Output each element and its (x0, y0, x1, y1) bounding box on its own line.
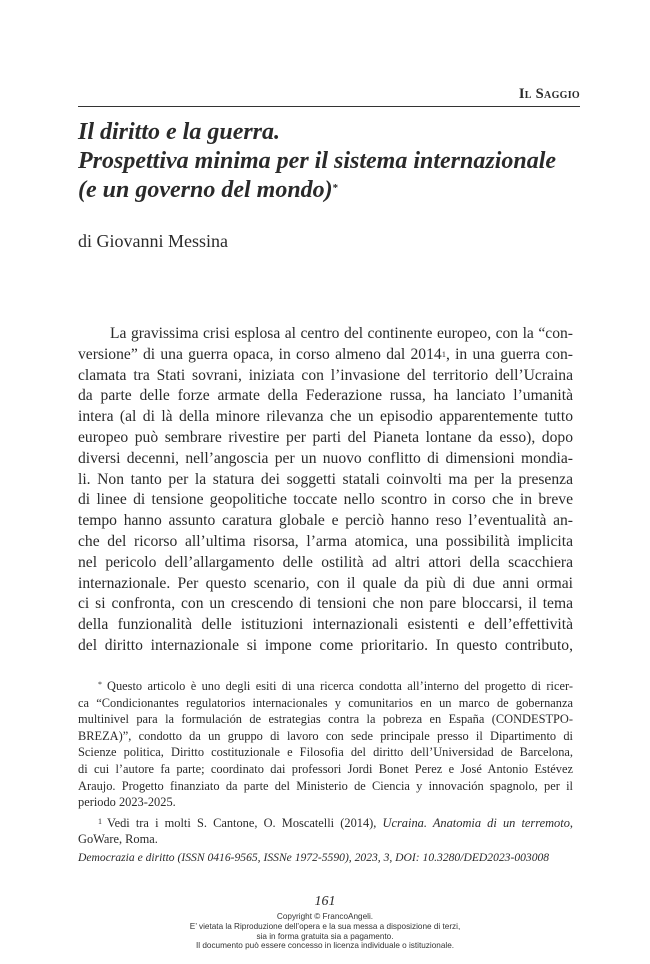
body-line: da parte delle forze armate della Federazione russa, ha lanciato l’umanità (78, 387, 573, 405)
copyright-line: sia in forma gratuita sia a pagamento. (256, 931, 394, 941)
footnote-line: periodo 2023-2025. (78, 795, 176, 810)
footnote-line (78, 815, 573, 832)
footnote-line: BREZA)”, condotto da un gruppo di lavoro con sede principale presso il Dipartimento di (78, 728, 573, 743)
title-footnote-mark: * (332, 182, 339, 194)
body-line (78, 345, 573, 366)
body-line: del diritto internazionale si impone come prioritario. In questo contributo, (78, 636, 573, 654)
body-line: ci si confronta, con un crescendo di tensioni che non pare bloccarsi, il tema (78, 595, 573, 613)
body-line: li. Non tanto per la statura dei soggetti statali coinvolti ma per la presenza (78, 470, 573, 488)
running-head: Il Saggio (518, 86, 580, 102)
footnote-text: , (569, 815, 573, 830)
body-line-part: , in una guerra con- (445, 345, 573, 363)
footnote-mark: * (98, 680, 102, 689)
footnote-line: GoWare, Roma. (78, 832, 158, 847)
body-line: nel pericolo dell’allargamento delle ostilità ad altri attori della scacchiera (78, 553, 573, 571)
footnote-reference: 1 (441, 348, 446, 359)
body-line: intera (al di là della minore rilevanza che un episodio apparentemente tutto (78, 408, 573, 426)
footnote-book-title: Ucraina. Anatomia di un terremoto (382, 815, 570, 830)
body-line: clamata tra Stati sovrani, iniziata con l’invasione del territorio dell’Ucraina (78, 366, 573, 384)
body-line: europeo può sembrare rivestire per parti del Pianeta lontane da esso), dopo (78, 428, 573, 446)
article-author: di Giovanni Messina (78, 231, 228, 251)
journal-citation: Democrazia e diritto (ISSN 0416-9565, ISSNe 1972-5590), 2023, 3, DOI: 10.3280/DED2023-003008 (78, 851, 550, 864)
footnote-line: di cui l’autore fa parte; coordinato dai professori Jordi Bonet Perez e José Antonio Estévez (78, 761, 573, 776)
footnote-line: Scienze politica, Diritto costituzionale e Filosofia del diritto dell’Universidad de Barcelona, (78, 745, 573, 760)
footnote-text: Questo articolo è uno degli esiti di una ricerca condotta all’interno del progetto di ricer- (107, 679, 573, 693)
body-line-part: versione” di una guerra opaca, in corso almeno dal 2014 (78, 345, 442, 363)
body-line: della funzionalità delle istituzioni internazionali esistenti e dell’effettività (78, 616, 573, 634)
body-line: che del ricorso all’ultima risorsa, l’arma atomica, una possibilità implicita (78, 532, 573, 550)
body-line: tempo hanno assunto caratura globale e perciò hanno reso l’eventualità an- (78, 512, 573, 530)
footnote-line: ca “Condicionantes regulatorios internacionales y comunitarios en un marco de gobernanza (78, 695, 573, 710)
article-title (78, 118, 588, 205)
title-line: Prospettiva minima per il sistema internazionale (78, 148, 557, 174)
footnote-line (78, 678, 573, 695)
body-line: internazionale. Per questo scenario, con il quale da più di due anni ormai (78, 574, 573, 592)
page-number: 161 (314, 894, 336, 909)
footnote-line: multinivel para la formulación de estrategias contra la pobreza en España (CONDESTPO- (78, 712, 573, 727)
copyright-notice (0, 912, 650, 951)
copyright-line: Il documento può essere concesso in licenza individuale o istituzionale. (195, 941, 455, 951)
body-line: La gravissima crisi esplosa al centro del continente europeo, con la “con- (110, 325, 573, 342)
body-paragraph (78, 324, 573, 657)
footnotes (78, 678, 573, 848)
footnote-text: Vedi tra i molti S. Cantone, O. Moscatelli (2014), (107, 815, 383, 830)
header-rule (78, 106, 580, 107)
footnote-1 (78, 815, 573, 848)
body-line: diversi decenni, nell’angoscia per un nuovo conflitto di dimensioni mondia- (78, 449, 573, 467)
title-line: (e un governo del mondo) (78, 177, 333, 203)
footnote-star (78, 678, 573, 811)
copyright-line: Copyright © FrancoAngeli. (276, 912, 374, 921)
footnote-mark: 1 (98, 816, 102, 826)
body-line: di linee di tensione geopolitiche toccate nello scontro in corso che in breve (78, 491, 573, 509)
footnote-line: Araujo. Progetto finanziato da parte del Ministerio de Ciencia y innovación spagnolo, per il (78, 778, 573, 793)
copyright-line: E’ vietata la Riproduzione dell’opera e la sua messa a disposizione di terzi, (189, 921, 461, 931)
title-line: Il diritto e la guerra. (78, 119, 281, 145)
